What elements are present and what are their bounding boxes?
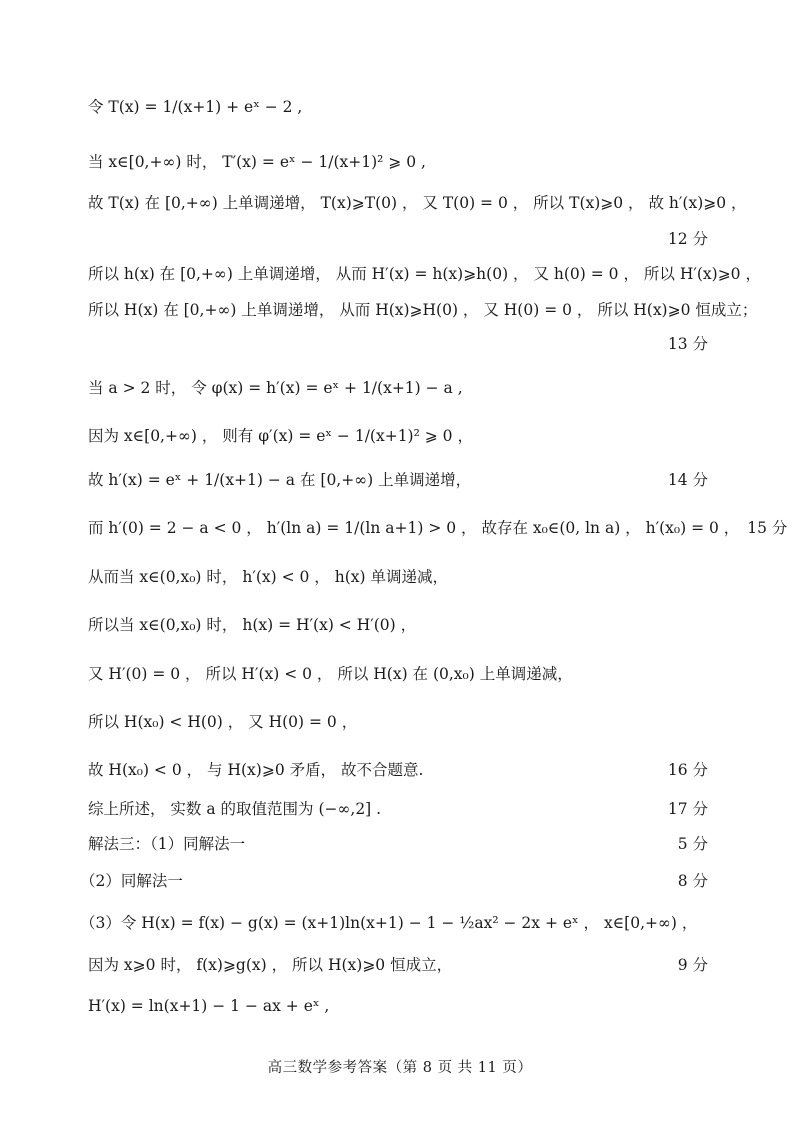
- line-H-derivative: [88, 996, 708, 1016]
- score-mark: 14 分: [667, 471, 708, 489]
- line-score-13: [88, 334, 708, 354]
- line-phi-derivative: [88, 426, 708, 446]
- line-text: 故 h′(x) = eˣ + 1/(x+1) − a 在 [0,+∞) 上单调递增，: [88, 471, 472, 489]
- dot-leader: [427, 760, 663, 780]
- line-text: 所以 H(x₀) < H(0) ， 又 H(0) = 0 ，: [88, 713, 358, 731]
- dot-leader: [92, 229, 664, 249]
- line-text: 所以当 x∈(0,x₀) 时， h(x) = H′(x) < H′(0) ，: [88, 616, 417, 634]
- line-case-a-gt-2: [88, 378, 708, 398]
- line-h-lt-H0: [88, 615, 708, 635]
- line-score-15: [88, 518, 788, 538]
- line-text: （3）令 H(x) = f(x) − g(x) = (x+1)ln(x+1) − 1 − ½ax² − 2x + eˣ ， x∈[0,+∞) ，: [80, 914, 698, 932]
- score-mark: 16 分: [667, 761, 708, 779]
- line-text: （2）同解法一: [80, 872, 183, 890]
- line-text: 故 T(x) 在 [0,+∞) 上单调递增， T(x)⩾T(0) ， 又 T(0) = 0 ， 所以 T(x)⩾0 ， 故 h′(x)⩾0 ，: [88, 194, 747, 212]
- line-method3-part1: [88, 834, 708, 854]
- score-mark: 9 分: [677, 956, 708, 974]
- score-mark: 15 分: [747, 519, 788, 537]
- line-score-16: [88, 760, 708, 780]
- score-mark: 12 分: [667, 230, 708, 248]
- line-h-increasing: [88, 264, 761, 284]
- line-text: H′(x) = ln(x+1) − 1 − ax + eˣ ,: [88, 997, 330, 1015]
- line-text: 又 H′(0) = 0 ， 所以 H′(x) < 0 ， 所以 H(x) 在 (0,x₀) 上单调递减，: [88, 665, 573, 683]
- line-text: 令 T(x) = 1/(x+1) + eˣ − 2 ,: [88, 98, 303, 116]
- line-define-T: [88, 97, 708, 117]
- dot-leader: [385, 799, 664, 819]
- line-score-9: [88, 955, 708, 975]
- dot-leader: [92, 334, 664, 354]
- score-mark: 13 分: [667, 335, 708, 353]
- line-method3-part2: [80, 871, 708, 891]
- line-score-17: [88, 799, 708, 819]
- line-h-decreasing: [88, 567, 708, 587]
- line-text: 所以 H(x) 在 [0,+∞) 上单调递增， 从而 H(x)⩾H(0) ， 又 H(0) = 0 ， 所以 H(x)⩾0 恒成立；: [88, 301, 758, 319]
- line-text: 从而当 x∈(0,x₀) 时， h′(x) < 0 ， h(x) 单调递减，: [88, 568, 448, 586]
- line-text: 当 a > 2 时， 令 φ(x) = h′(x) = eˣ + 1/(x+1) − a ,: [88, 379, 463, 397]
- dot-leader: [456, 955, 674, 975]
- line-H-x0: [88, 712, 708, 732]
- line-text: 因为 x∈[0,+∞) ， 则有 φ′(x) = eˣ − 1/(x+1)² ⩾ 0 ，: [88, 427, 473, 445]
- line-T-derivative: [88, 152, 708, 172]
- line-score-14: [88, 470, 708, 490]
- line-H-increasing: [88, 300, 758, 320]
- line-text: 解法三：（1）同解法一: [88, 835, 246, 853]
- line-text: 而 h′(0) = 2 − a < 0 ， h′(ln a) = 1/(ln a+1) > 0 ， 故存在 x₀∈(0, ln a) ， h′(x₀) = 0 ，: [88, 519, 740, 537]
- dot-leader: [187, 871, 674, 891]
- page-footer: 高三数学参考答案（第 8 页 共 11 页）: [267, 1060, 533, 1076]
- line-method3-part3: [80, 913, 708, 933]
- score-mark: 8 分: [677, 872, 708, 890]
- line-T-increasing: [88, 193, 747, 213]
- line-text: 所以 h(x) 在 [0,+∞) 上单调递增， 从而 H′(x) = h(x)⩾h(0) ， 又 h(0) = 0 ， 所以 H′(x)⩾0 ，: [88, 265, 761, 283]
- line-text: 因为 x⩾0 时， f(x)⩾g(x) ， 所以 H(x)⩾0 恒成立，: [88, 956, 453, 974]
- score-mark: 5 分: [677, 835, 708, 853]
- line-text: 当 x∈[0,+∞) 时， T′(x) = eˣ − 1/(x+1)² ⩾ 0 ,: [88, 153, 426, 171]
- line-text: 故 H(x₀) < 0 ， 与 H(x)⩾0 矛盾， 故不合题意.: [88, 761, 424, 779]
- line-text: 综上所述， 实数 a 的取值范围为 (−∞,2] .: [88, 800, 382, 818]
- dot-leader: [475, 470, 664, 490]
- line-H-decreasing: [88, 664, 708, 684]
- dot-leader: [249, 834, 674, 854]
- line-score-12: [88, 229, 708, 249]
- score-mark: 17 分: [667, 800, 708, 818]
